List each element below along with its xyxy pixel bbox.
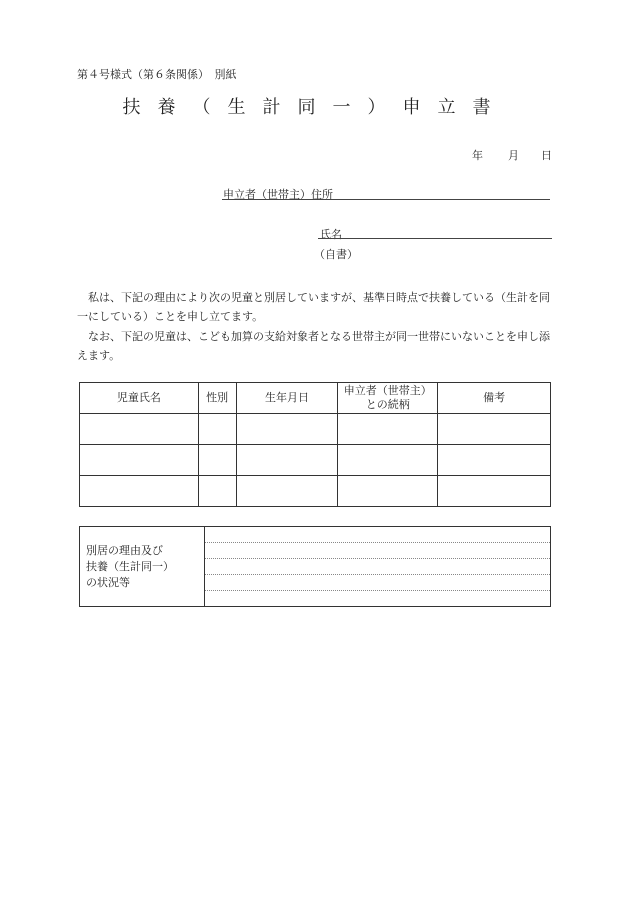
- reason-line[interactable]: [205, 559, 550, 575]
- table-row: [80, 414, 551, 445]
- supplement-paragraph: なお、下記の児童は、こども加算の支給対象者となる世帯主が同一世帯にいないことを申し添えます。: [77, 330, 550, 362]
- child-name-cell[interactable]: [80, 414, 199, 445]
- reason-line[interactable]: [205, 591, 550, 606]
- reason-label-line3: の状況等: [86, 575, 130, 589]
- handwritten-note: （自書）: [314, 248, 358, 261]
- date-month-label: 月: [508, 149, 519, 162]
- applicant-address-label: 申立者（世帯主）住所: [223, 188, 333, 201]
- table-row: [80, 476, 551, 507]
- reason-label-line2: 扶養（生計同一）: [86, 559, 174, 573]
- child-name-cell[interactable]: [80, 445, 199, 476]
- child-name-cell[interactable]: [80, 476, 199, 507]
- header-relationship: [338, 383, 438, 414]
- sex-cell[interactable]: [198, 445, 236, 476]
- header-remarks: 備考: [438, 383, 551, 414]
- applicant-name-field[interactable]: [318, 238, 552, 239]
- applicant-name-label: 氏名: [320, 228, 342, 241]
- reason-table: [79, 526, 551, 607]
- reason-line[interactable]: [205, 543, 550, 559]
- reason-label: [80, 527, 205, 607]
- declaration-paragraph: 私は、下記の理由により次の児童と別居していますが、基準日時点で扶養している（生計を同一にしている）ことを申し立てます。: [77, 291, 550, 323]
- children-table: [79, 382, 551, 507]
- header-birthdate: 生年月日: [236, 383, 338, 414]
- form-number-label: 第４号様式（第６条関係） 別紙: [77, 68, 237, 81]
- table-row: [80, 445, 551, 476]
- remarks-cell[interactable]: [438, 476, 551, 507]
- date-year-label: 年: [472, 149, 483, 162]
- header-relationship-line2: との続柄: [365, 398, 410, 411]
- relationship-cell[interactable]: [338, 445, 438, 476]
- reason-row: [80, 527, 551, 607]
- reason-label-line1: 別居の理由及び: [86, 543, 163, 557]
- date-day-label: 日: [541, 149, 552, 162]
- reason-line[interactable]: [205, 575, 550, 591]
- table-header-row: [80, 383, 551, 414]
- birthdate-cell[interactable]: [236, 445, 338, 476]
- reason-line[interactable]: [205, 527, 550, 543]
- remarks-cell[interactable]: [438, 414, 551, 445]
- sex-cell[interactable]: [198, 476, 236, 507]
- remarks-cell[interactable]: [438, 445, 551, 476]
- relationship-cell[interactable]: [338, 414, 438, 445]
- birthdate-cell[interactable]: [236, 414, 338, 445]
- header-child-name: 児童氏名: [80, 383, 199, 414]
- header-sex: 性別: [198, 383, 236, 414]
- sex-cell[interactable]: [198, 414, 236, 445]
- document-title: 扶養（生計同一）申立書: [122, 97, 508, 118]
- header-relationship-line1: 申立者（世帯主）: [343, 384, 432, 397]
- birthdate-cell[interactable]: [236, 476, 338, 507]
- reason-writing-area[interactable]: [205, 527, 551, 607]
- applicant-address-field[interactable]: [222, 199, 550, 200]
- relationship-cell[interactable]: [338, 476, 438, 507]
